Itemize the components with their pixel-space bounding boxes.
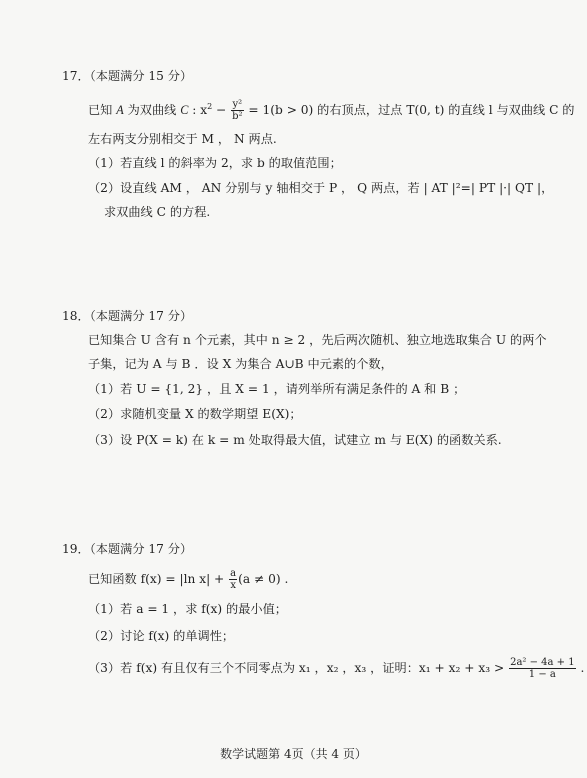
q19-line1 (88, 568, 288, 591)
q17-line2: 左右两支分别相交于 M ， N 两点. (88, 132, 277, 146)
q19-line1-text-a: 已知函数 f(x) = |ln x| + (88, 572, 229, 586)
q19-part1: （1）若 a = 1 ，求 f(x) 的最小值； (88, 602, 287, 616)
q17-part2-cont: 求双曲线 C 的方程. (104, 205, 211, 219)
page-footer: 数学试题第 4页（共 4 页） (220, 747, 367, 761)
q19-part3 (88, 657, 584, 680)
q17-part2: （2）设直线 AM ， AN 分别与 y 轴相交于 P ， Q 两点，若 | AT |²=| PT |·| QT |， (88, 181, 554, 195)
q17-fraction (231, 99, 243, 122)
q18-header: 18．（本题满分 17 分） (62, 309, 193, 323)
q17-line1-minus: − (212, 103, 231, 118)
q19-header: 19．（本题满分 17 分） (62, 542, 193, 556)
q19-part3-fraction (509, 657, 576, 680)
q17-line1-text-c: 为双曲线 (123, 103, 181, 118)
q17-var-c: C (180, 103, 189, 118)
q19-frac-numerator: a (230, 568, 237, 579)
q17-line1: 已知 A 为双曲线 C : $x^2$ − $\frac{\text{y²}}{\text{b²}}$ = 1(b > 0) 的右顶点，过点 T(0, t) 的直线 l 与双曲线 C 的 (88, 99, 575, 123)
q19-part3-frac-numerator: 2a² − 4a + 1 (510, 657, 575, 668)
q17-frac-numerator: y² (232, 99, 243, 111)
q19-part2: （2）讨论 f(x) 的单调性； (88, 629, 235, 643)
q19-fraction (229, 568, 237, 591)
q17-part1: （1）若直线 l 的斜率为 2，求 b 的取值范围； (88, 156, 342, 170)
q18-part3: （3）设 P(X = k) 在 k = m 处取得最大值，试建立 m 与 E(X) 的函数关系. (88, 433, 502, 447)
q18-line2: 子集，记为 A 与 B ．设 X 为集合 A∪B 中元素的个数， (88, 357, 393, 371)
q19-frac-denominator: x (230, 580, 236, 591)
q18-line1: 已知集合 U 含有 n 个元素，其中 n ≥ 2 ，先后两次随机、独立地选取集合 U 的两个 (88, 333, 547, 347)
q19-part3-frac-denominator: 1 − a (528, 669, 556, 680)
q19-part3-text-a: （3）若 f(x) 有且仅有三个不同零点为 x₁ ，x₂ ，x₃ ，证明：x₁ + x₂ + x₃ > (88, 661, 509, 675)
q18-part1: （1）若 U = {1, 2} ，且 X = 1 ，请列举所有满足条件的 A 和 B ； (88, 382, 466, 396)
q17-line1-text-e: : x (188, 103, 208, 118)
q19-line1-text-b: (a ≠ 0) . (238, 572, 289, 586)
q17-var-a: A (116, 103, 124, 118)
q17-line1-text-g: = 1(b > 0) 的右顶点，过点 T(0, t) 的直线 l 与双曲线 C 的 (244, 103, 575, 118)
q19-part3-text-b: . (576, 661, 585, 675)
q18-part2: （2）求随机变量 X 的数学期望 E(X)； (88, 407, 302, 421)
q17-frac-denominator: b² (232, 111, 243, 123)
q17-header: 17．（本题满分 15 分） (62, 69, 193, 83)
q17-line1-text-a: 已知 (88, 103, 117, 118)
